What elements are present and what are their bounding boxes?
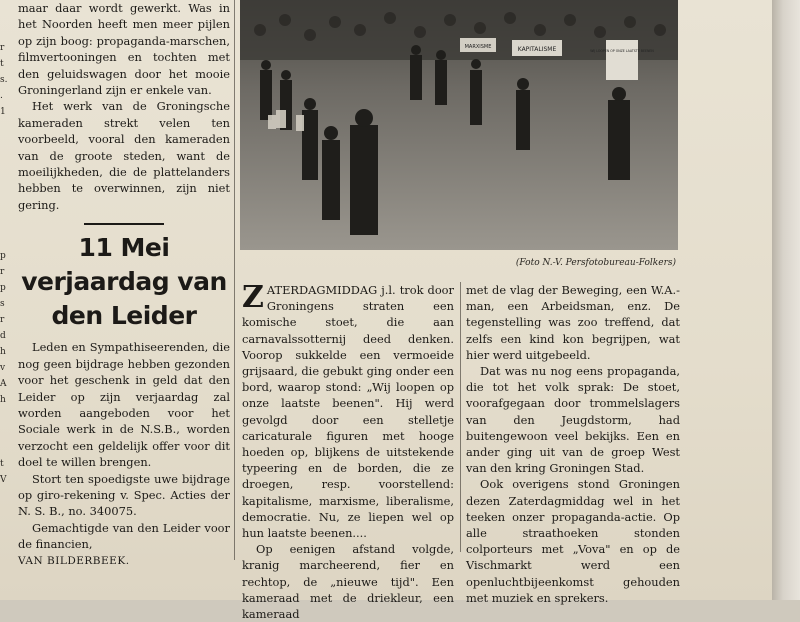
svg-text:KAPITALISME: KAPITALISME xyxy=(517,46,557,53)
drop-cap: Z xyxy=(242,280,264,315)
column-divider xyxy=(234,0,235,560)
article-paragraph-4: Dat was nu nog eens propaganda, die tot het volk sprak: De stoet, voorafgegaan door trommelslagers van den Jeugdstorm, had buitengewoon veel bekijks. Een en ander ging uit van de groep West van den kring Groningen Stad. xyxy=(466,364,680,476)
donation-paragraph: Leden en Sympathiseerenden, die nog geen bijdrage hebben gezonden voor het geschenk in geld dat den Leider op zijn verjaardag zal worden aangeboden voor het Sociale werk in de N.S.B., worden verzocht een geldelijk offer voor dit doel te willen brengen. xyxy=(18,340,230,470)
photo-caption: (Foto N.-V. Persfotobureau-Folkers) xyxy=(515,258,676,268)
svg-text:MARXISME: MARXISME xyxy=(464,44,492,50)
signature: VAN BILDERBEEK. xyxy=(18,554,130,567)
article-paragraph-1: ZATERDAGMIDDAG j.l. trok door Groningens straten een komische stoet, die aan carnavalssotternij deed denken. Voorop sukkelde een vermoeide grijsaard, die gebukt ging onder een bord, waarop stond: „Wij loopen op onze laatste beenen". Hij werd gevolgd door een stelletje caricaturale figuren met hooge hoeden op, blijkens de uitstekende typeering en de borden, die ze droegen, resp. voorstellend: kapitalisme, marxisme, liberalisme, democratie. Nu, ze liepen wel op hun laatste beenen.... xyxy=(242,280,454,541)
article-paragraph-5: Ook overigens stond Groningen dezen Zaterdagmiddag wel in het teeken onzer propaganda-actie. Op alle straathoeken stonden colporteurs met „Vova" en op de Vischmarkt werd een openluchtbijeenkomst gehouden met muziek en sprekers. xyxy=(466,477,680,605)
left-top-paragraph: maar daar wordt gewerkt. Was in het Noorden heeft men meer pijlen op zijn boog: propaganda-marschen, filmvertooningen en tochten met den geluidswagen door het mooie Groningerland zijn er enkele van. xyxy=(18,1,230,98)
section-rule xyxy=(84,223,164,225)
svg-text:WIJ LOOPEN OP ONZE LAATSTE BEE: WIJ LOOPEN OP ONZE LAATSTE BEENEN xyxy=(590,49,654,53)
birthday-heading: 11 Mei verjaardag van den Leider xyxy=(21,233,227,331)
placard-marxisme xyxy=(460,38,496,52)
article-paragraph-2: Op eenigen afstand volgde, kranig marcheerend, fier en rechtop, de „nieuwe tijd". Een kameraad met de driekleur, een kameraad xyxy=(242,542,454,622)
left-column xyxy=(18,0,230,569)
photo-image xyxy=(240,0,678,250)
article-left-column xyxy=(242,282,454,622)
article-right-column xyxy=(466,282,680,606)
authorized-line: Gemachtigde van den Leider voor de financien, xyxy=(18,520,230,552)
left-second-paragraph: Het werk van de Groningsche kameraden strekt velen ten voorbeeld, vooral den kameraden van de groote steden, want de moeilijkheden, die de plattelanders hebben te overwinnen, zijn niet gering. xyxy=(18,99,230,212)
cropped-margin-text: r t s. . 1 p r p s r d h v A h t V xyxy=(0,43,8,485)
parade-photo xyxy=(240,0,678,250)
placard-kapitalisme xyxy=(512,40,562,56)
page-edge xyxy=(772,0,800,600)
article-paragraph-3: met de vlag der Beweging, een W.A.-man, een Arbeidsman, enz. De tegenstelling was zoo treffend, dat zelfs een kind kon begrijpen, wat hier werd uitgebeeld. xyxy=(466,283,680,362)
deposit-paragraph: Stort ten spoedigste uwe bijdrage op giro-rekening v. Spec. Acties der N. S. B., no. 340075. xyxy=(18,471,230,519)
article-divider xyxy=(460,282,461,552)
